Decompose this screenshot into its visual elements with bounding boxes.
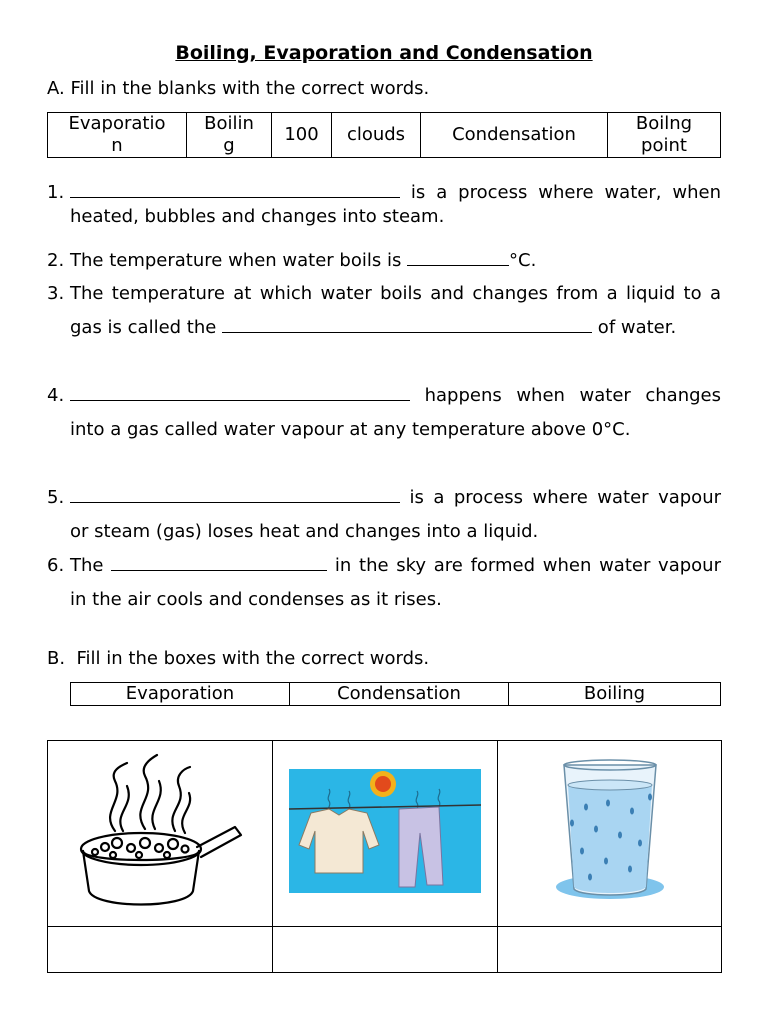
word-cell-evaporation: Evaporation [71, 683, 290, 706]
answer-box[interactable] [273, 927, 498, 973]
answer-blank[interactable] [111, 569, 327, 571]
picture-cell [498, 741, 722, 927]
clothes-drying-icon [289, 769, 481, 893]
picture-cell [48, 741, 273, 927]
word-bank-cell: Boilin g [187, 113, 272, 158]
word-cell-condensation: Condensation [290, 683, 509, 706]
picture-table [47, 740, 722, 973]
section-b-word-table [70, 682, 721, 706]
word-cell-boiling: Boiling [509, 683, 721, 706]
question-4: 4. happens when water changes into a gas called water vapour at any temperature above 0°C. [47, 385, 721, 440]
question-6: 6. The in the sky are formed when water vapour in the air cools and condenses as it rises. [47, 555, 721, 610]
glass-of-water-icon [550, 757, 670, 905]
answer-blank[interactable] [70, 196, 400, 198]
question-3: 3. The temperature at which water boils and changes from a liquid to a gas is called the of water. [47, 283, 721, 338]
word-bank-cell: Condensation [421, 113, 608, 158]
answer-box[interactable] [48, 927, 273, 973]
answer-blank[interactable] [407, 264, 509, 266]
boiling-pot-icon [75, 751, 245, 911]
word-bank-table [47, 112, 721, 158]
answer-blank[interactable] [70, 501, 400, 503]
answer-box[interactable] [498, 927, 722, 973]
section-b-heading: B. Fill in the boxes with the correct words. [47, 648, 430, 669]
answer-blank[interactable] [70, 399, 410, 401]
word-bank-cell: clouds [332, 113, 421, 158]
question-1: 1. is a process where water, when heated, bubbles and changes into steam. [47, 182, 721, 227]
section-a-heading: A. Fill in the blanks with the correct words. [47, 78, 430, 99]
question-2: 2. The temperature when water boils is °C. [47, 250, 537, 271]
word-bank-cell: 100 [272, 113, 332, 158]
picture-cell [273, 741, 498, 927]
word-bank-cell: Boilng point [608, 113, 721, 158]
question-5: 5. is a process where water vapour or steam (gas) loses heat and changes into a liquid. [47, 487, 721, 542]
answer-blank[interactable] [222, 331, 592, 333]
word-bank-cell: Evaporatio n [48, 113, 187, 158]
worksheet-title: Boiling, Evaporation and Condensation [175, 42, 593, 64]
